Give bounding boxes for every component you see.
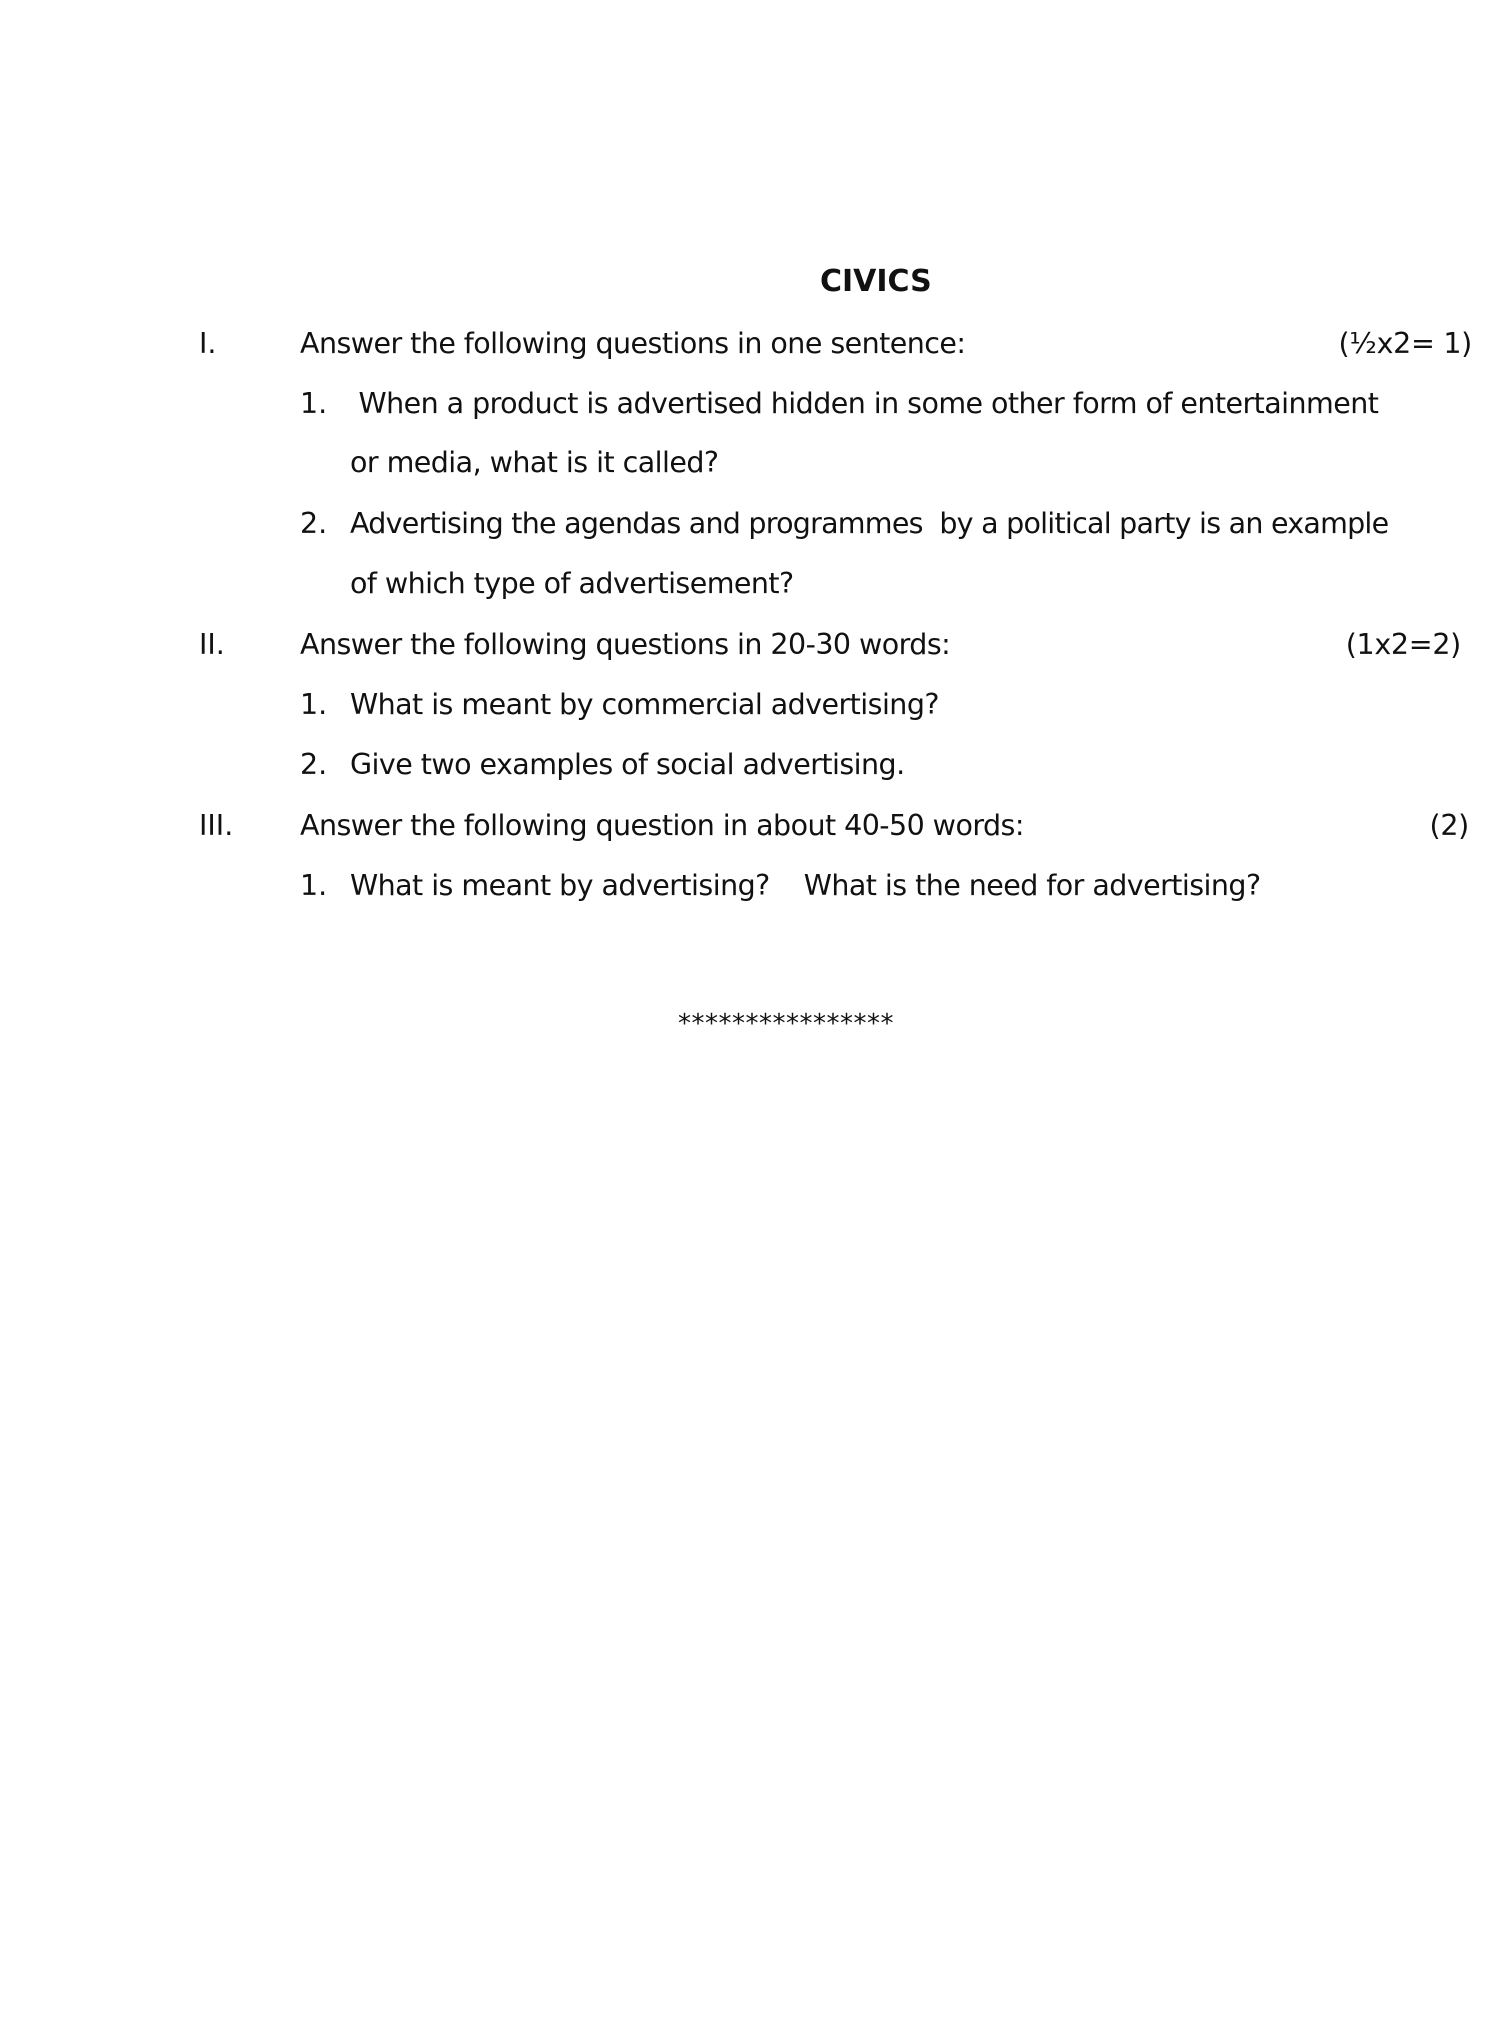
question-text-continued: of which type of advertisement? xyxy=(350,567,794,600)
question-number: 1. xyxy=(300,688,328,721)
question-number: 1. xyxy=(300,387,328,420)
section-marks: (½x2= 1) xyxy=(1338,327,1472,360)
question-number: 2. xyxy=(300,748,328,781)
question-number: 1. xyxy=(300,869,328,902)
section-instruction: Answer the following questions in 20-30 words: xyxy=(300,628,951,661)
section-marks: (2) xyxy=(1429,809,1469,842)
question-text: What is meant by commercial advertising? xyxy=(350,688,939,721)
question-text: What is meant by advertising? What is the need for advertising? xyxy=(350,869,1261,902)
section-numeral: I. xyxy=(199,327,217,360)
section-marks: (1x2=2) xyxy=(1345,628,1461,661)
question-number: 2. xyxy=(300,507,328,540)
question-text: Give two examples of social advertising. xyxy=(350,748,905,781)
section-instruction: Answer the following questions in one sentence: xyxy=(300,327,966,360)
question-text-continued: or media, what is it called? xyxy=(350,446,719,479)
section-instruction: Answer the following question in about 40-50 words: xyxy=(300,809,1024,842)
section-numeral: III. xyxy=(199,809,234,842)
question-text: Advertising the agendas and programmes by a political party is an example xyxy=(350,507,1389,540)
title-text: CIVICS xyxy=(820,264,932,299)
question-text: When a product is advertised hidden in some other form of entertainment xyxy=(350,387,1379,420)
end-marker: **************** xyxy=(678,1009,894,1039)
section-numeral: II. xyxy=(199,628,225,661)
